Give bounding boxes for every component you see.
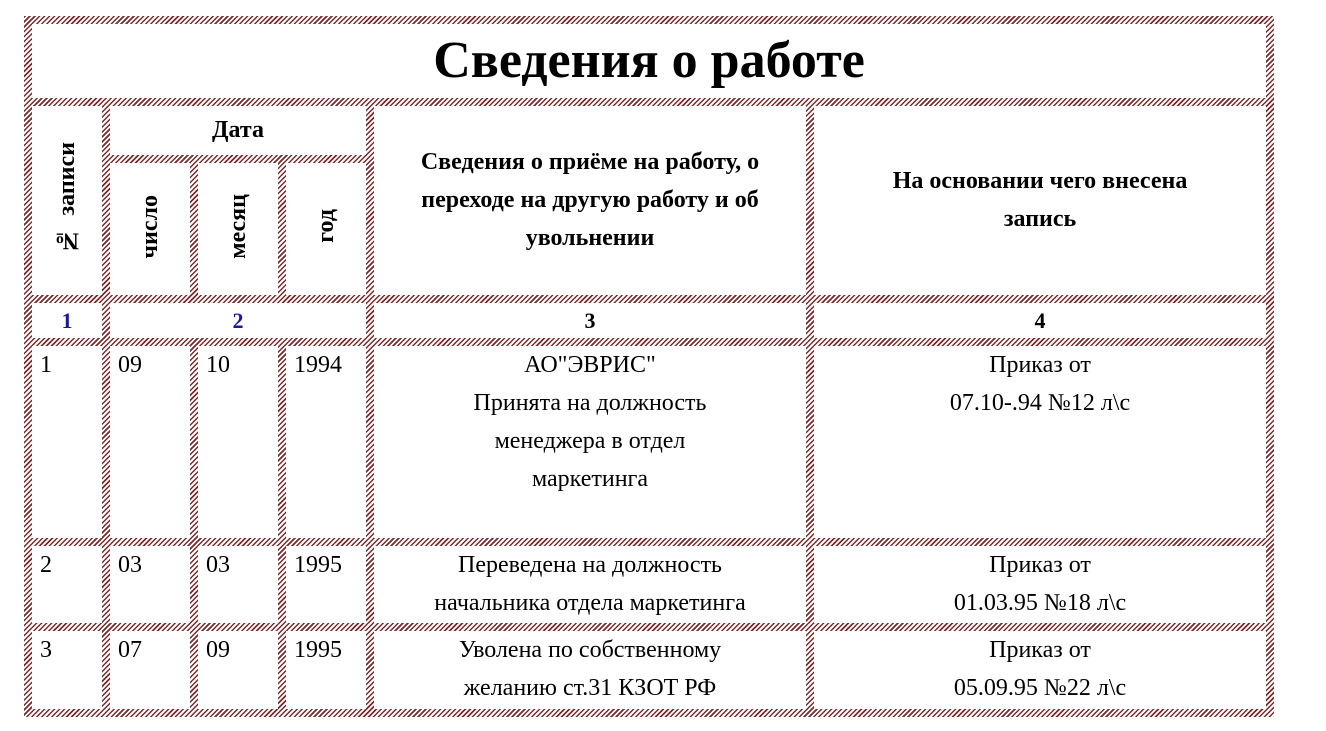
basis-cell	[814, 546, 1266, 624]
work-record-frame	[24, 16, 1274, 717]
info-line: Переведена на должность	[458, 551, 722, 578]
month-cell: 10	[198, 346, 278, 538]
table-row	[32, 631, 1266, 709]
info-line: Принята на должность	[473, 389, 707, 416]
work-record-table	[24, 16, 1274, 717]
page-title: Сведения о работе	[32, 24, 1266, 98]
year-cell: 1995	[286, 546, 366, 624]
record-no-cell: 3	[32, 631, 102, 709]
record-no-header	[32, 106, 102, 296]
year-cell: 1994	[286, 346, 366, 538]
basis-line: 01.03.95 №18 л\с	[953, 589, 1127, 616]
info-line: желанию ст.31 КЗОТ РФ	[463, 675, 717, 702]
info-line: АО"ЭВРИС"	[524, 351, 656, 378]
info-header: Сведения о приёме на работу, о переходе на другую работу и об увольнении	[374, 106, 806, 296]
column-number-3: 3	[374, 303, 806, 338]
record-no-cell: 1	[32, 346, 102, 538]
info-line: начальника отдела маркетинга	[434, 589, 746, 616]
year-header-label: год	[313, 209, 339, 244]
record-no-cell: 2	[32, 546, 102, 624]
table-row	[32, 346, 1266, 538]
basis-line: Приказ от	[989, 551, 1091, 578]
day-cell: 07	[110, 631, 190, 709]
day-cell: 09	[110, 346, 190, 538]
month-cell: 03	[198, 546, 278, 624]
basis-header: На основании чего внесена запись	[814, 106, 1266, 296]
year-cell: 1995	[286, 631, 366, 709]
basis-line: Приказ от	[989, 637, 1091, 664]
basis-cell	[814, 346, 1266, 538]
month-cell: 09	[198, 631, 278, 709]
month-header-label: месяц	[225, 193, 251, 259]
basis-cell	[814, 631, 1266, 709]
info-cell	[374, 346, 806, 538]
table-row	[32, 546, 1266, 624]
year-header	[286, 163, 366, 296]
column-number-1: 1	[32, 303, 102, 338]
column-number-4: 4	[814, 303, 1266, 338]
basis-line: Приказ от	[989, 351, 1091, 378]
info-line: маркетинга	[531, 465, 649, 492]
info-cell	[374, 631, 806, 709]
month-header	[198, 163, 278, 296]
record-no-header-label: № записи	[54, 142, 80, 254]
date-header: Дата	[110, 106, 366, 155]
info-line: Уволена по собственному	[458, 637, 722, 664]
day-cell: 03	[110, 546, 190, 624]
day-header	[110, 163, 190, 296]
info-cell	[374, 546, 806, 624]
info-line: менеджера в отдел	[494, 427, 686, 454]
column-number-2: 2	[110, 303, 366, 338]
basis-line: 07.10-.94 №12 л\с	[949, 389, 1131, 416]
day-header-label: число	[137, 194, 163, 259]
basis-line: 05.09.95 №22 л\с	[953, 675, 1127, 702]
